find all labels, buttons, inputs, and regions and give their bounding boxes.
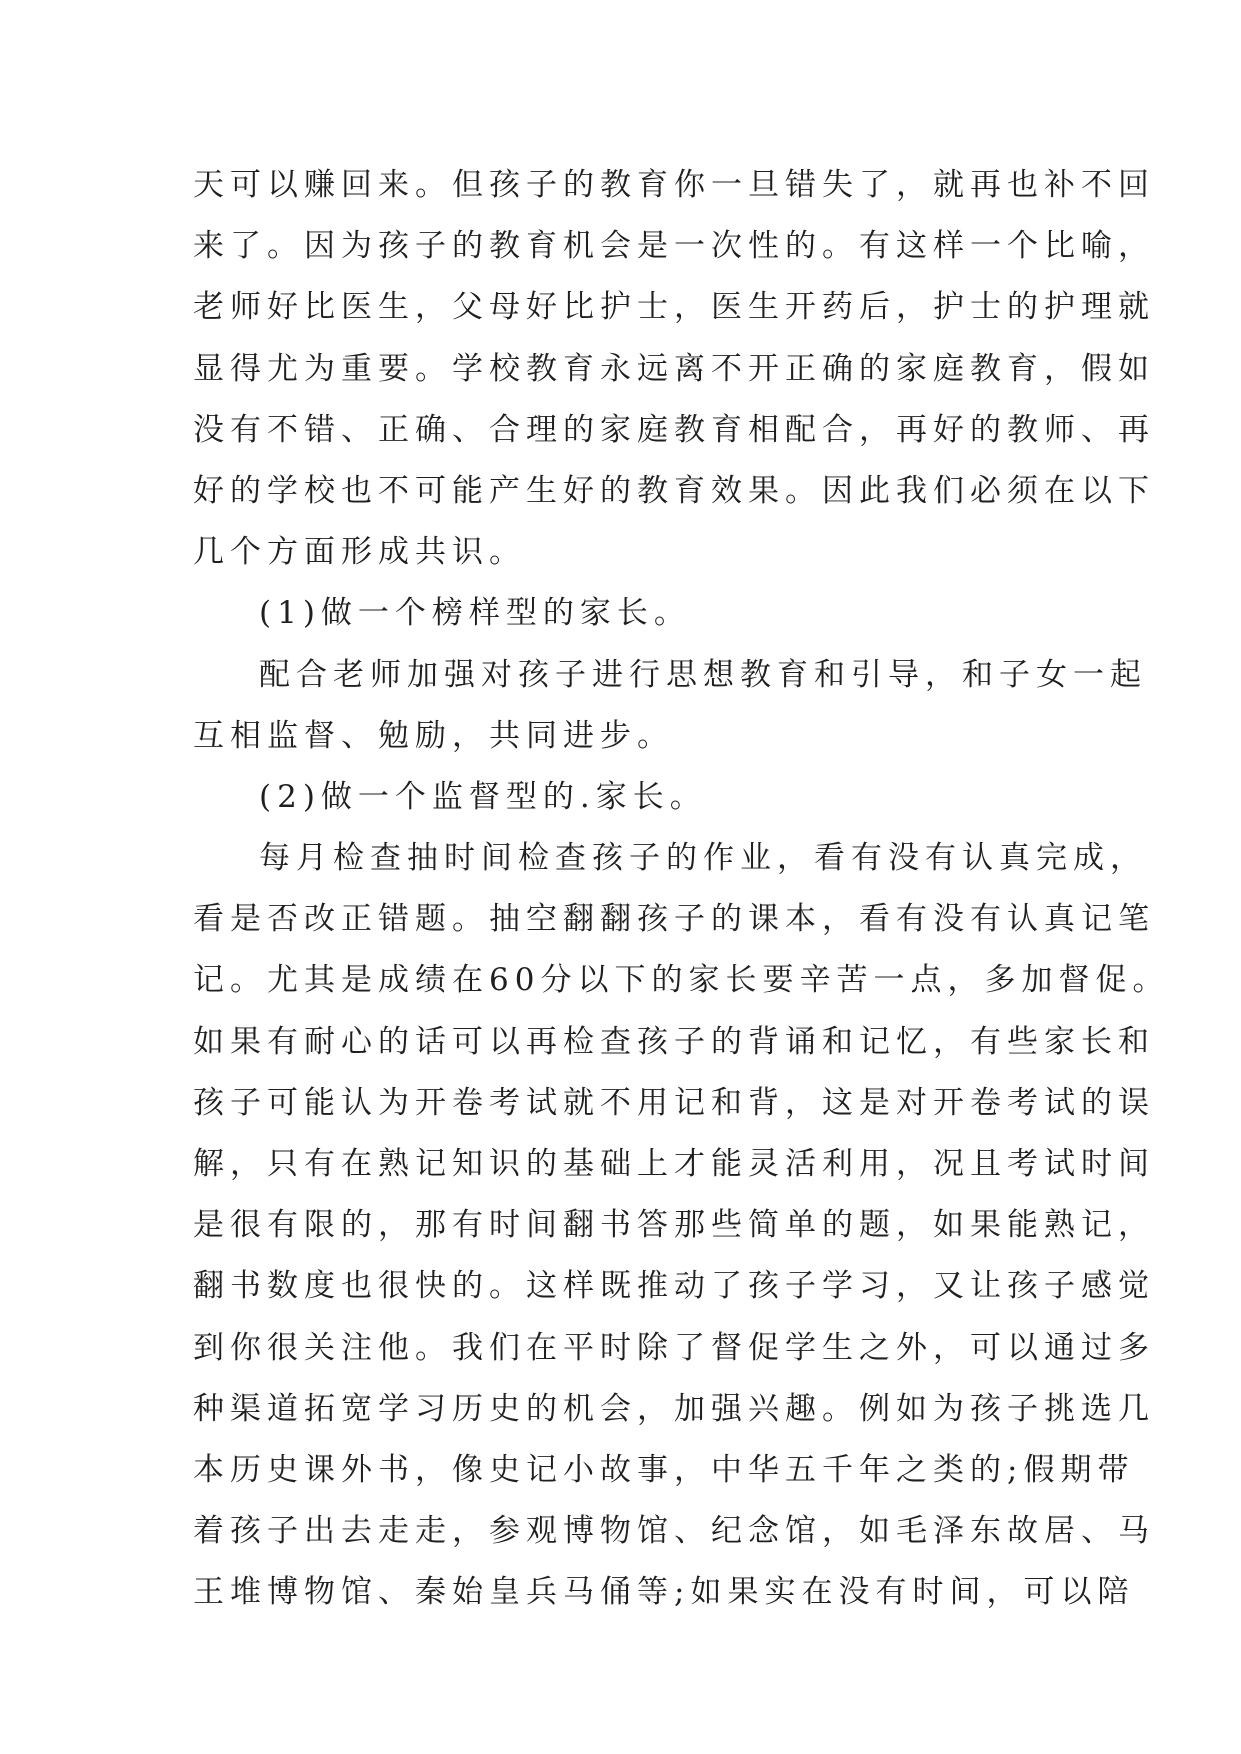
- text-line: 解，只有在熟记知识的基础上才能灵活利用，况且考试时间: [193, 1146, 1155, 1182]
- section-heading: (1)做一个榜样型的家长。: [259, 595, 691, 632]
- text-line: 好的学校也不可能产生好的教育效果。因此我们必须在以下: [193, 472, 1155, 509]
- text-line: 如果有耐心的话可以再检查孩子的背诵和记忆，有些家长和: [193, 1023, 1155, 1060]
- text-line: 种渠道拓宽学习历史的机会，加强兴趣。例如为孩子挑选几: [193, 1390, 1155, 1427]
- text-line: 本历史课外书，像史记小故事，中华五千年之类的;假期带: [193, 1451, 1135, 1488]
- text-line: 着孩子出去走走，参观博物馆、纪念馆，如毛泽东故居、马: [193, 1513, 1155, 1550]
- text-line: 到你很关注他。我们在平时除了督促学生之外，可以通过多: [193, 1329, 1155, 1366]
- text-line: 天可以赚回来。但孩子的教育你一旦错失了，就再也补不回: [193, 167, 1155, 203]
- paragraph-start: 每月检查抽时间检查孩子的作业，看有没有认真完成，: [259, 840, 1147, 877]
- text-line: 翻书数度也很快的。这样既推动了孩子学习，又让孩子感觉: [193, 1268, 1155, 1305]
- text-line: 几个方面形成共识。: [193, 534, 526, 571]
- text-line: 老师好比医生，父母好比护士，医生开药后，护士的护理就: [193, 289, 1155, 326]
- section-heading: (2)做一个监督型的.家长。: [259, 778, 707, 815]
- text-line: 看是否改正错题。抽空翻翻孩子的课本，看有没有认真记笔: [193, 901, 1155, 938]
- text-line: 孩子可能认为开卷考试就不用记和背，这是对开卷考试的误: [193, 1084, 1155, 1121]
- text-line: 互相监督、勉励，共同进步。: [193, 717, 674, 754]
- body-text: [193, 155, 1170, 1624]
- text-line: 记。尤其是成绩在60分以下的家长要辛苦一点，多加督促。: [193, 962, 1170, 999]
- paragraph-start: 配合老师加强对孩子进行思想教育和引导，和子女一起: [259, 656, 1147, 693]
- text-line: 王堆博物馆、秦始皇兵马俑等;如果实在没有时间，可以陪: [193, 1574, 1135, 1611]
- text-line: 没有不错、正确、合理的家庭教育相配合，再好的教师、再: [193, 411, 1155, 448]
- text-line: 显得尤为重要。学校教育永远离不开正确的家庭教育，假如: [193, 350, 1155, 387]
- text-line: 是很有限的，那有时间翻书答那些简单的题，如果能熟记，: [193, 1207, 1155, 1244]
- text-line: 来了。因为孩子的教育机会是一次性的。有这样一个比喻，: [193, 228, 1155, 265]
